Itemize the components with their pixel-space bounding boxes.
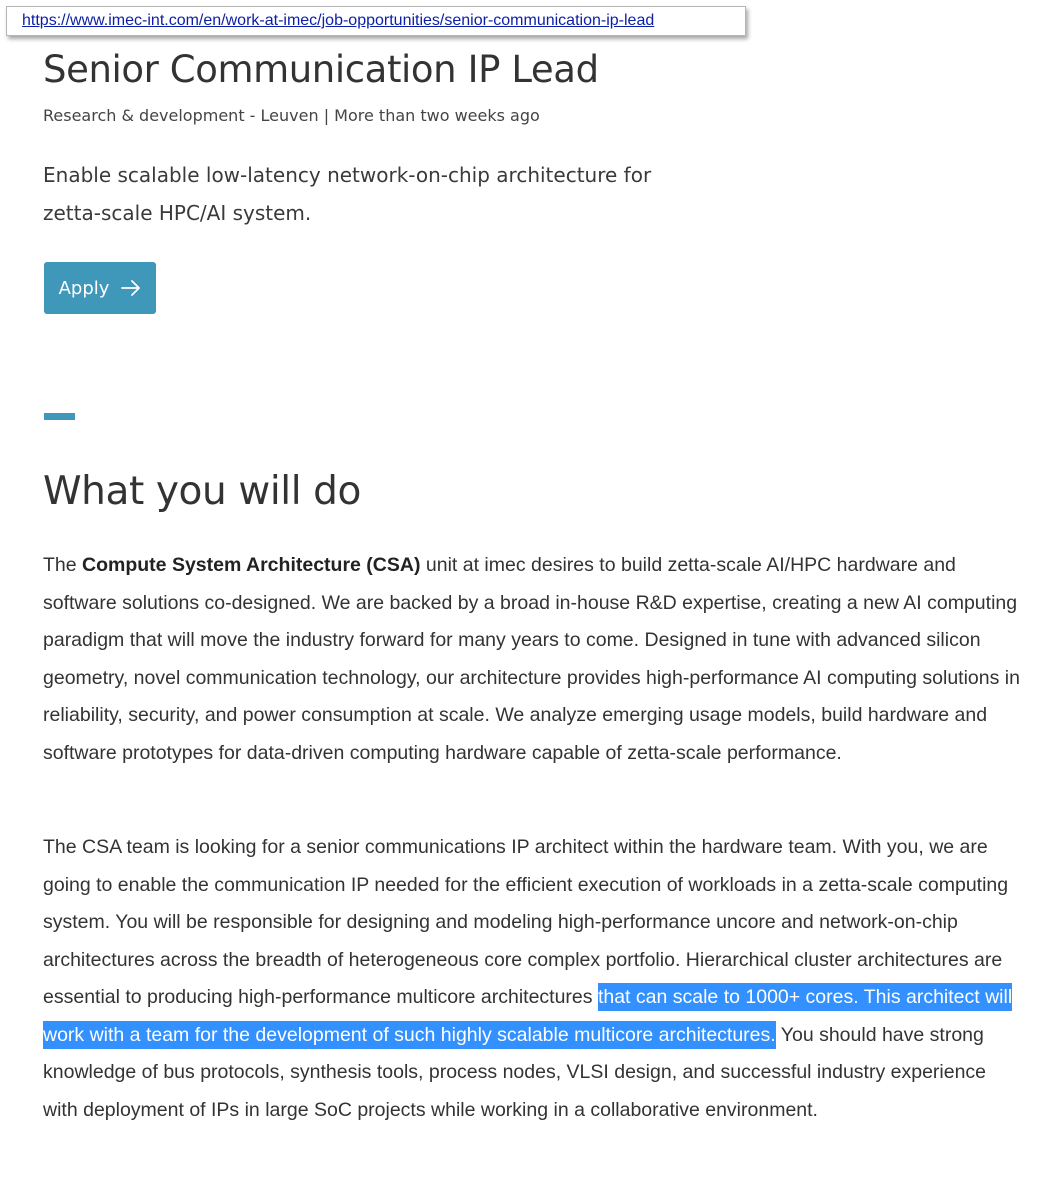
para1-prefix: The — [43, 554, 83, 576]
job-title: Senior Communication IP Lead — [43, 48, 599, 91]
arrow-right-icon — [121, 280, 141, 296]
description-paragraph-2 — [43, 829, 1021, 1129]
selected-text-highlight[interactable]: that can scale to 1000+ cores. This architect will work with a team for the development of such highly scalable multicore architectures. — [43, 983, 1012, 1049]
job-meta: Research & development - Leuven | More than two weeks ago — [43, 106, 540, 125]
page-url-link[interactable]: https://www.imec-int.com/en/work-at-imec/job-opportunities/senior-communication-ip-lead — [22, 12, 655, 29]
section-accent-bar — [44, 413, 75, 420]
apply-button-label: Apply — [58, 277, 110, 299]
para2-before: The CSA team is looking for a senior communications IP architect within the hardware team. With you, we are going to enable the communication IP needed for the efficient execution of workloads in a zetta-scale computing system. You will be responsible for designing and modeling high-performance uncore and network-on-chip architectures across the breadth of heterogeneous core complex portfolio. Hierarchical cluster architectures are essential to producing high-performance multicore architectures — [43, 836, 1009, 1008]
url-tooltip — [6, 6, 746, 36]
para2-after: You should have strong knowledge of bus protocols, synthesis tools, process nodes, VLSI design, and successful industry experience with deployment of IPs in large SoC projects while working in a collaborative environment. — [43, 1023, 987, 1121]
section-heading: What you will do — [43, 469, 361, 514]
job-tagline: Enable scalable low-latency network-on-chip architecture for zetta-scale HPC/AI system. — [43, 163, 652, 225]
apply-button[interactable] — [44, 262, 156, 314]
para1-bold-unit-name: Compute System Architecture (CSA) — [82, 554, 421, 576]
para1-rest: unit at imec desires to build zetta-scale AI/HPC hardware and software solutions co-designed. We are backed by a broad in-house R&D expertise, creating a new AI computing paradigm that will move the industry forward for many years to come. Designed in tune with advanced silicon geometry, novel communication technology, our architecture provides high-performance AI computing solutions in reliability, security, and power consumption at scale. We analyze emerging usage models, build hardware and software prototypes for data-driven computing hardware capable of zetta-scale performance. — [43, 554, 1020, 764]
description-paragraph-1 — [43, 547, 1021, 772]
